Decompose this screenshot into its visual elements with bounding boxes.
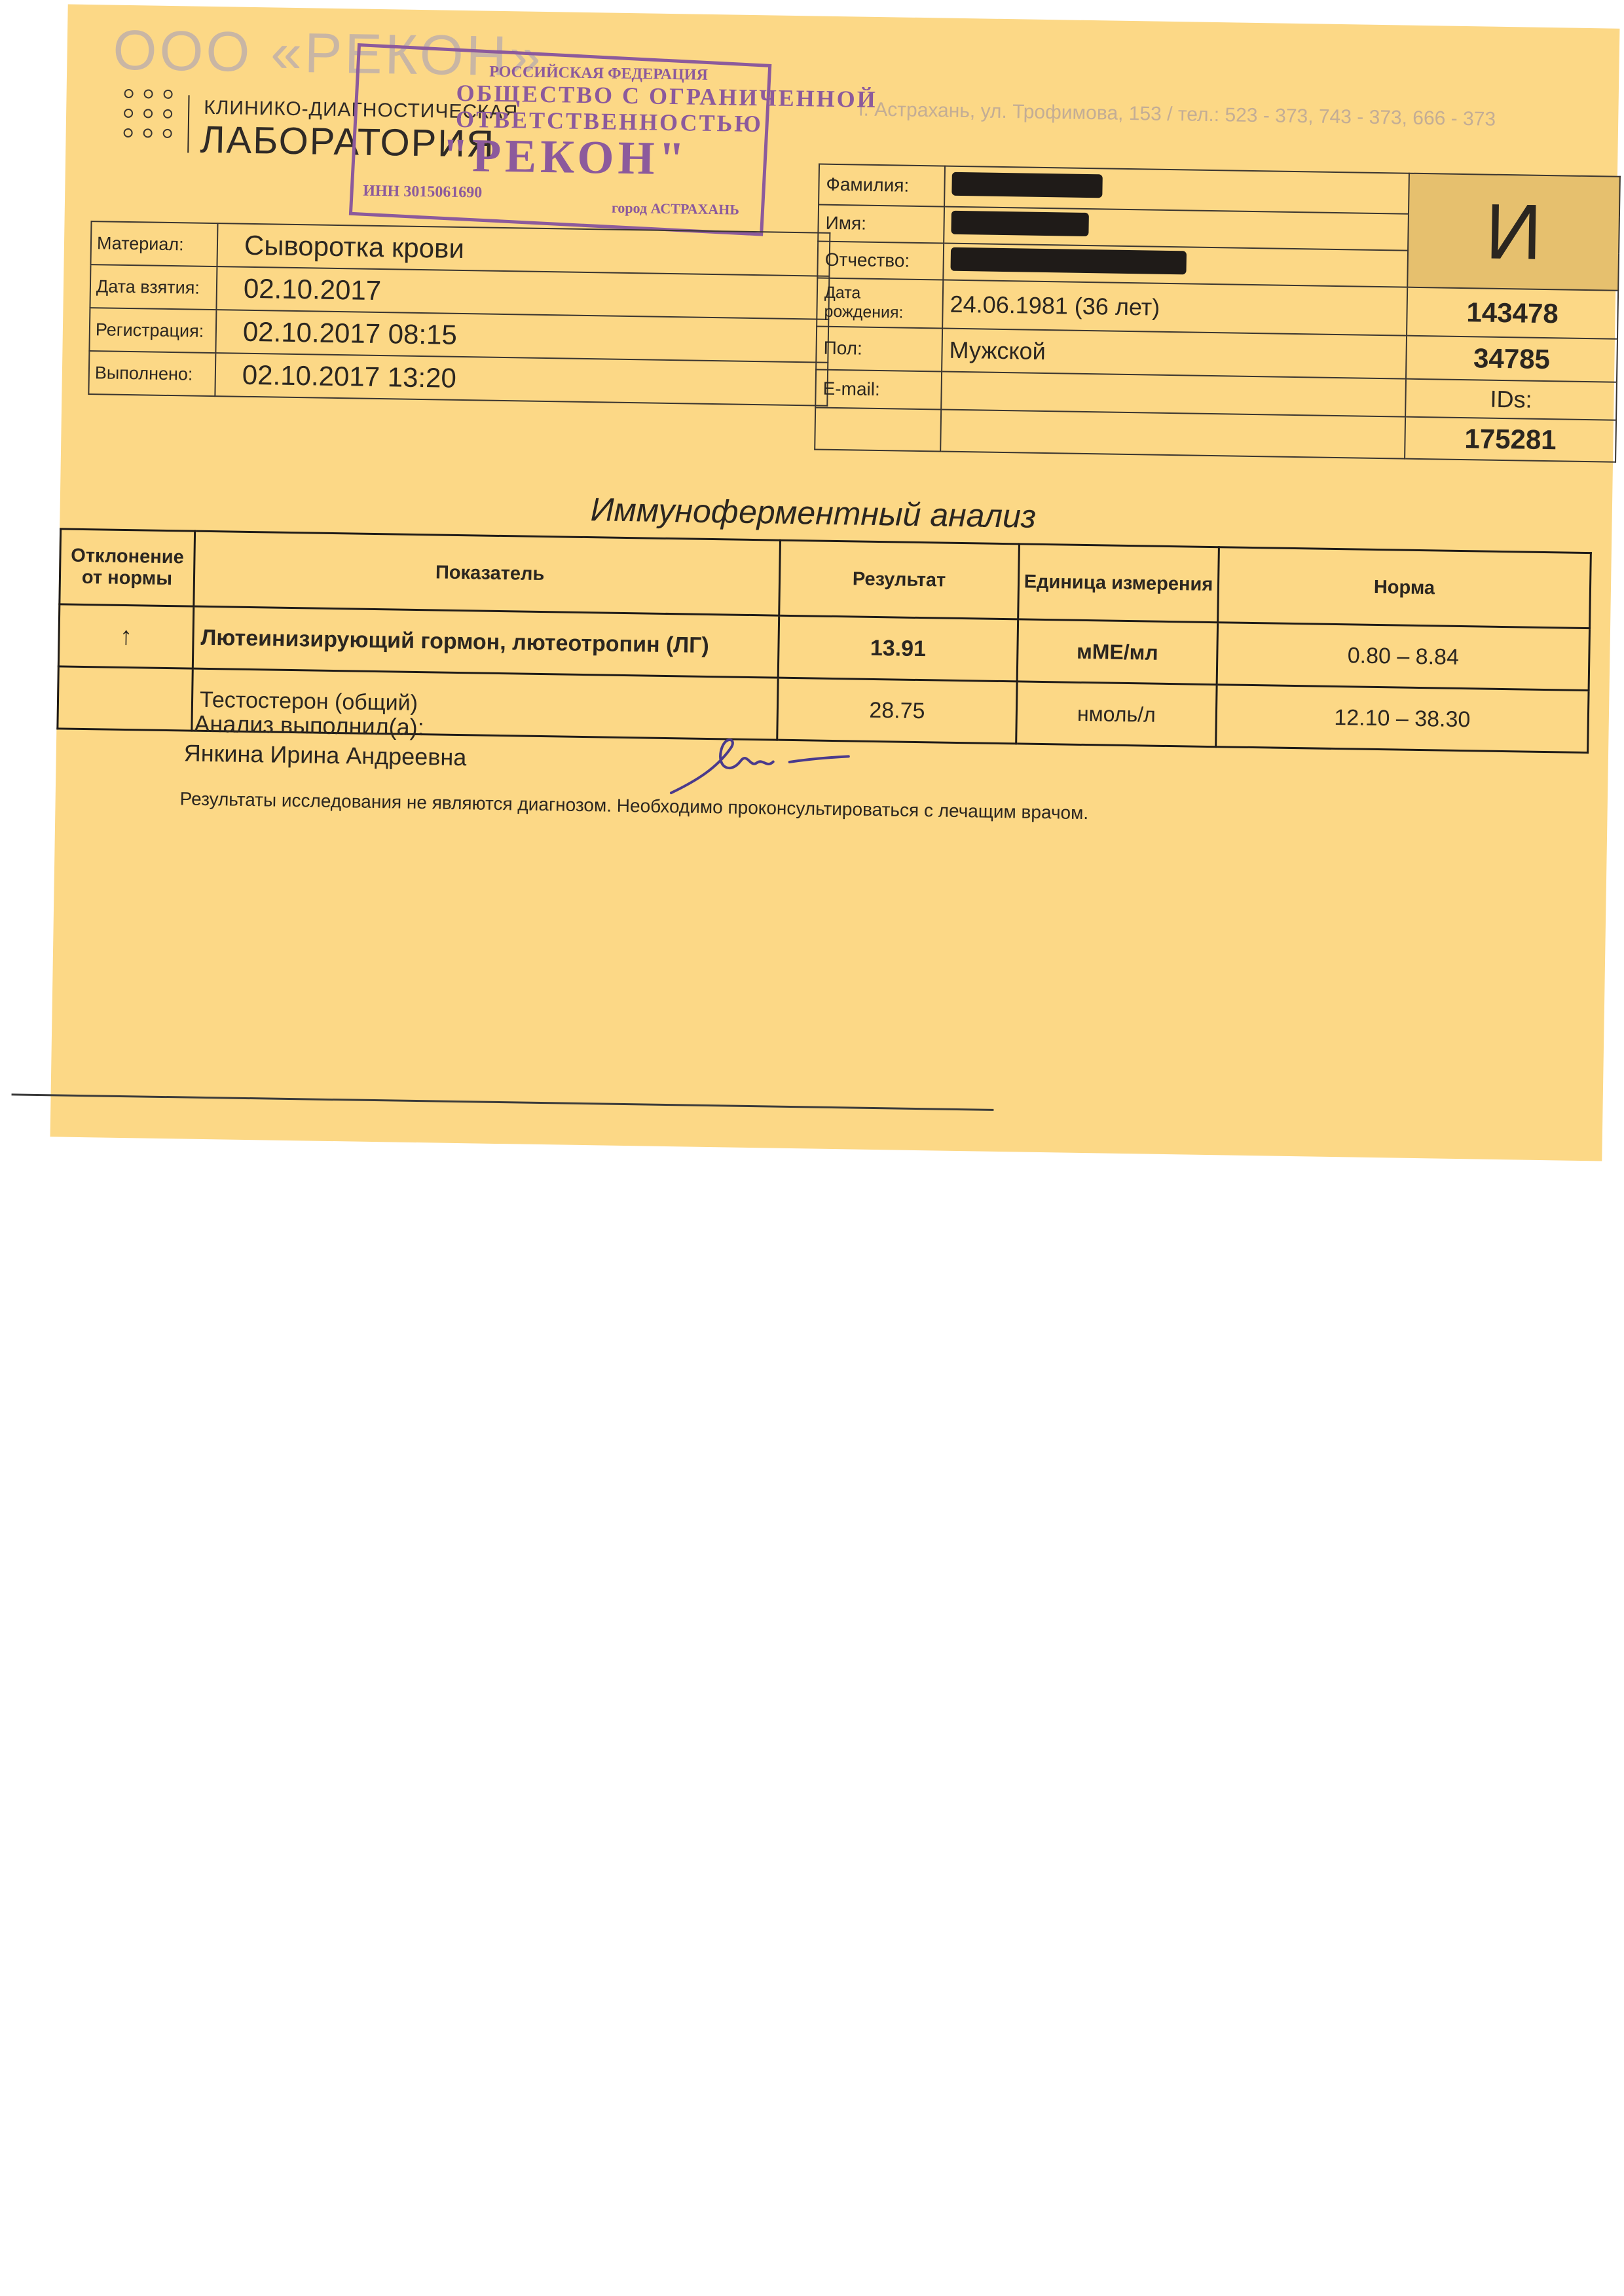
stamp-line-1: РОССИЙСКАЯ ФЕДЕРАЦИЯ	[489, 63, 708, 84]
lab-subtitle: КЛИНИКО-ДИАГНОСТИЧЕСКАЯ	[204, 96, 519, 124]
lab-title: ЛАБОРАТОРИЯ	[200, 118, 496, 166]
completed-value: 02.10.2017 13:20	[215, 353, 828, 406]
stamp-line-4: "РЕКОН"	[441, 128, 690, 185]
company-name: ООО «РЕКОН»	[112, 18, 544, 88]
surname-label: Фамилия:	[819, 164, 945, 207]
registration-label: Регистрация:	[89, 308, 216, 353]
redaction-bar	[951, 172, 1103, 198]
ids-value: 175281	[1405, 417, 1616, 462]
col-deviation: Отклонение от нормы	[60, 529, 195, 606]
surname-value	[944, 166, 1409, 214]
row-1-result: 13.91	[778, 615, 1018, 682]
row-2-norm: 12.10 – 38.30	[1216, 685, 1589, 753]
row-2-result: 28.75	[777, 678, 1017, 744]
redaction-bar	[951, 210, 1089, 236]
col-norm: Норма	[1218, 547, 1591, 629]
performer-name: Янкина Ирина Андреевна	[183, 739, 467, 771]
signature-image	[658, 721, 856, 809]
sex-label: Пол:	[816, 327, 942, 372]
code-letter: И	[1407, 173, 1620, 291]
date-taken-value: 02.10.2017	[216, 266, 829, 319]
birth-value: 24.06.1981 (36 лет)	[942, 280, 1407, 336]
material-value: Сыворотка крови	[217, 223, 830, 276]
date-taken-label: Дата взятия:	[90, 264, 217, 310]
redaction-bar	[951, 247, 1187, 274]
email-label: E-mail:	[815, 370, 942, 410]
stamp-city: город АСТРАХАНЬ	[611, 199, 740, 218]
row-2-deviation	[58, 666, 193, 731]
col-indicator: Показатель	[194, 531, 781, 615]
scanned-sheet	[50, 4, 1620, 1161]
stamp-line-2: ОБЩЕСТВО С ОГРАНИЧЕННОЙ	[456, 79, 878, 113]
col-unit: Единица измерения	[1018, 544, 1219, 623]
patient-info-table	[814, 164, 1621, 463]
row-1-unit: мМЕ/мл	[1017, 619, 1217, 685]
completed-label: Выполнено:	[88, 351, 215, 396]
row-1-norm: 0.80 – 8.84	[1217, 623, 1589, 691]
sample-info-table	[88, 221, 830, 407]
empty-value	[940, 410, 1405, 459]
row-1-deviation: ↑	[58, 604, 193, 668]
code-2: 34785	[1406, 336, 1617, 382]
row-2-indicator: Тестостерон (общий)	[192, 668, 778, 740]
disclaimer: Результаты исследования не являются диагнозом. Необходимо проконсультироваться с лечащим врачом.	[179, 788, 1089, 824]
col-result: Результат	[779, 540, 1020, 619]
code-1: 143478	[1407, 287, 1618, 339]
performer-label: Анализ выполнил(а):	[194, 710, 425, 741]
patronymic-label: Отчество:	[817, 242, 944, 280]
sex-value: Мужской	[942, 329, 1407, 379]
stamp-inn: ИНН 3015061690	[363, 182, 483, 202]
row-1-indicator: Лютеинизирующий гормон, лютеотропин (ЛГ)	[193, 606, 779, 678]
lab-logo-icon	[123, 89, 180, 146]
row-2-unit: нмоль/л	[1016, 682, 1217, 747]
name-label: Имя:	[818, 205, 944, 244]
material-label: Материал:	[90, 221, 217, 266]
registration-value: 02.10.2017 08:15	[215, 310, 828, 363]
ids-label: IDs:	[1405, 379, 1617, 420]
lab-address: г. Астрахань, ул. Трофимова, 153 / тел.: 523 - 373, 743 - 373, 666 - 373	[858, 98, 1496, 130]
stamp-line-3: ОТВЕТСТВЕННОСТЬЮ	[455, 105, 764, 137]
empty-label	[815, 407, 941, 451]
birth-label: Дата рождения:	[817, 278, 943, 329]
analysis-title: Иммуноферментный анализ	[590, 491, 1037, 535]
